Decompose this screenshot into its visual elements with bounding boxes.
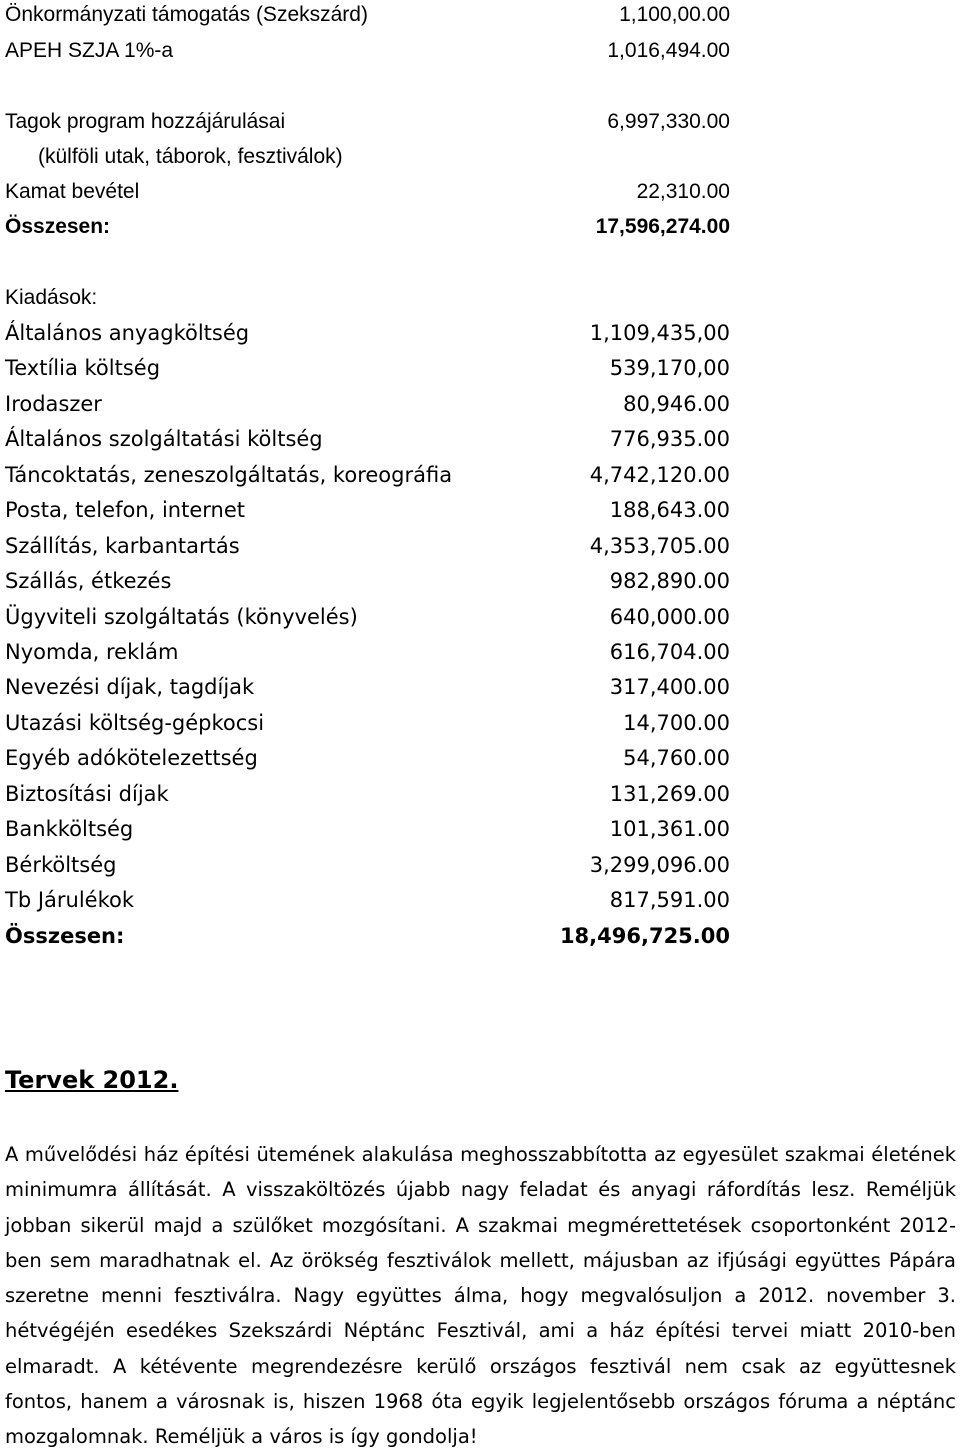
income-row — [5, 177, 745, 207]
expense-row — [5, 672, 745, 702]
expense-row — [5, 637, 745, 667]
income-label: APEH SZJA 1%-a — [5, 39, 174, 62]
expense-row — [5, 779, 745, 809]
expense-row — [5, 424, 745, 454]
income-total-row — [5, 212, 745, 242]
expense-row — [5, 566, 745, 596]
expense-amount: 1,109,435,00 — [589, 321, 730, 345]
expense-label: Szállítás, karbantartás — [5, 534, 240, 558]
expense-row — [5, 814, 745, 844]
expense-amount: 776,935.00 — [609, 427, 730, 451]
expense-amount: 817,591.00 — [609, 888, 730, 912]
income-label: Kamat bevétel — [5, 180, 140, 203]
expense-row — [5, 531, 745, 561]
income-amount: 6,997,330.00 — [607, 110, 730, 133]
expense-row — [5, 708, 745, 738]
expense-row — [5, 389, 745, 419]
expense-amount: 3,299,096.00 — [589, 853, 730, 877]
expense-label: Táncoktatás, zeneszolgáltatás, koreográfia — [5, 463, 453, 487]
expense-label: Nyomda, reklám — [5, 640, 179, 664]
expense-amount: 4,353,705.00 — [589, 534, 730, 558]
expense-label: Tb Járulékok — [5, 888, 135, 912]
income-amount: 22,310.00 — [636, 180, 730, 203]
expense-label: Utazási költség-gépkocsi — [5, 711, 265, 735]
income-label: Tagok program hozzájárulásai — [5, 110, 286, 133]
expense-label: Általános anyagköltség — [5, 321, 250, 345]
expense-label: Szállás, étkezés — [5, 569, 172, 593]
expense-label: Bérköltség — [5, 853, 117, 877]
income-row — [5, 0, 745, 30]
income-label: (külföli utak, táborok, fesztiválok) — [38, 145, 343, 168]
expense-label: Textília költség — [5, 356, 161, 380]
expense-amount: 982,890.00 — [609, 569, 730, 593]
income-row — [5, 36, 745, 66]
income-label: Önkormányzati támogatás (Szekszárd) — [5, 3, 368, 26]
income-row — [5, 142, 745, 172]
income-amount: 1,100,00.00 — [619, 3, 730, 26]
expense-label: Biztosítási díjak — [5, 782, 169, 806]
expense-amount: 101,361.00 — [609, 817, 730, 841]
expense-row — [5, 353, 745, 383]
expenses-heading-row — [5, 283, 745, 313]
expense-amount: 131,269.00 — [609, 782, 730, 806]
expense-row — [5, 460, 745, 490]
expense-label: Nevezési díjak, tagdíjak — [5, 675, 255, 699]
expenses-heading: Kiadások: — [5, 286, 98, 309]
expense-amount: 539,170,00 — [609, 356, 730, 380]
expense-row — [5, 495, 745, 525]
expense-amount: 54,760.00 — [623, 746, 730, 770]
expense-amount: 317,400.00 — [609, 675, 730, 699]
expense-amount: 80,946.00 — [623, 392, 730, 416]
expense-label: Irodaszer — [5, 392, 102, 416]
expense-label: Ügyviteli szolgáltatás (könyvelés) — [5, 605, 358, 629]
income-amount: 1,016,494.00 — [607, 39, 730, 62]
expenses-total-label: Összesen: — [5, 924, 125, 948]
expense-amount: 4,742,120.00 — [589, 463, 730, 487]
expenses-total-amount: 18,496,725.00 — [559, 924, 730, 948]
income-total-amount: 17,596,274.00 — [595, 215, 730, 238]
expenses-total-row — [5, 921, 745, 951]
plans-heading: Tervek 2012. — [5, 1066, 179, 1094]
plans-paragraph: A művelődési ház építési ütemének alakulása meghosszabbította az egyesület szakmai életének minimumra állítását. A visszaköltözés újabb nagy feladat és anyagi ráfordítás lesz. Reméljük jobban sikerül majd a szülőket mozgósítani. A szakmai megmérettetések csoportonként 2012-ben sem maradhatnak el. Az örökség fesztiválok mellett, májusban az ifjúsági együttes Pápára szeretne menni fesztiválra. Nagy együttes álma, hogy megvalósuljon a 2012. november 3. hétvégéjén esedékes Szekszárdi Néptánc Fesztivál, ami a ház építési tervei miatt 2010-ben elmaradt. A kétévente megrendezésre kerülő országos fesztivál nem csak az együttesnek fontos, hanem a városnak is, hiszen 1968 óta egyik legjelentősebb országos fóruma a néptánc mozgalomnak. Reméljük a város is így gondolja! — [5, 1143, 956, 1449]
expense-label: Bankköltség — [5, 817, 134, 841]
income-row — [5, 107, 745, 137]
expense-amount: 616,704.00 — [609, 640, 730, 664]
expense-label: Posta, telefon, internet — [5, 498, 245, 522]
income-total-label: Összesen: — [5, 215, 111, 238]
expense-row — [5, 885, 745, 915]
expense-row — [5, 318, 745, 348]
expense-amount: 188,643.00 — [609, 498, 730, 522]
expense-amount: 640,000.00 — [609, 605, 730, 629]
expense-row — [5, 743, 745, 773]
expense-label: Egyéb adókötelezettség — [5, 746, 258, 770]
expense-row — [5, 602, 745, 632]
expense-label: Általános szolgáltatási költség — [5, 427, 323, 451]
expense-amount: 14,700.00 — [623, 711, 730, 735]
expense-row — [5, 850, 745, 880]
